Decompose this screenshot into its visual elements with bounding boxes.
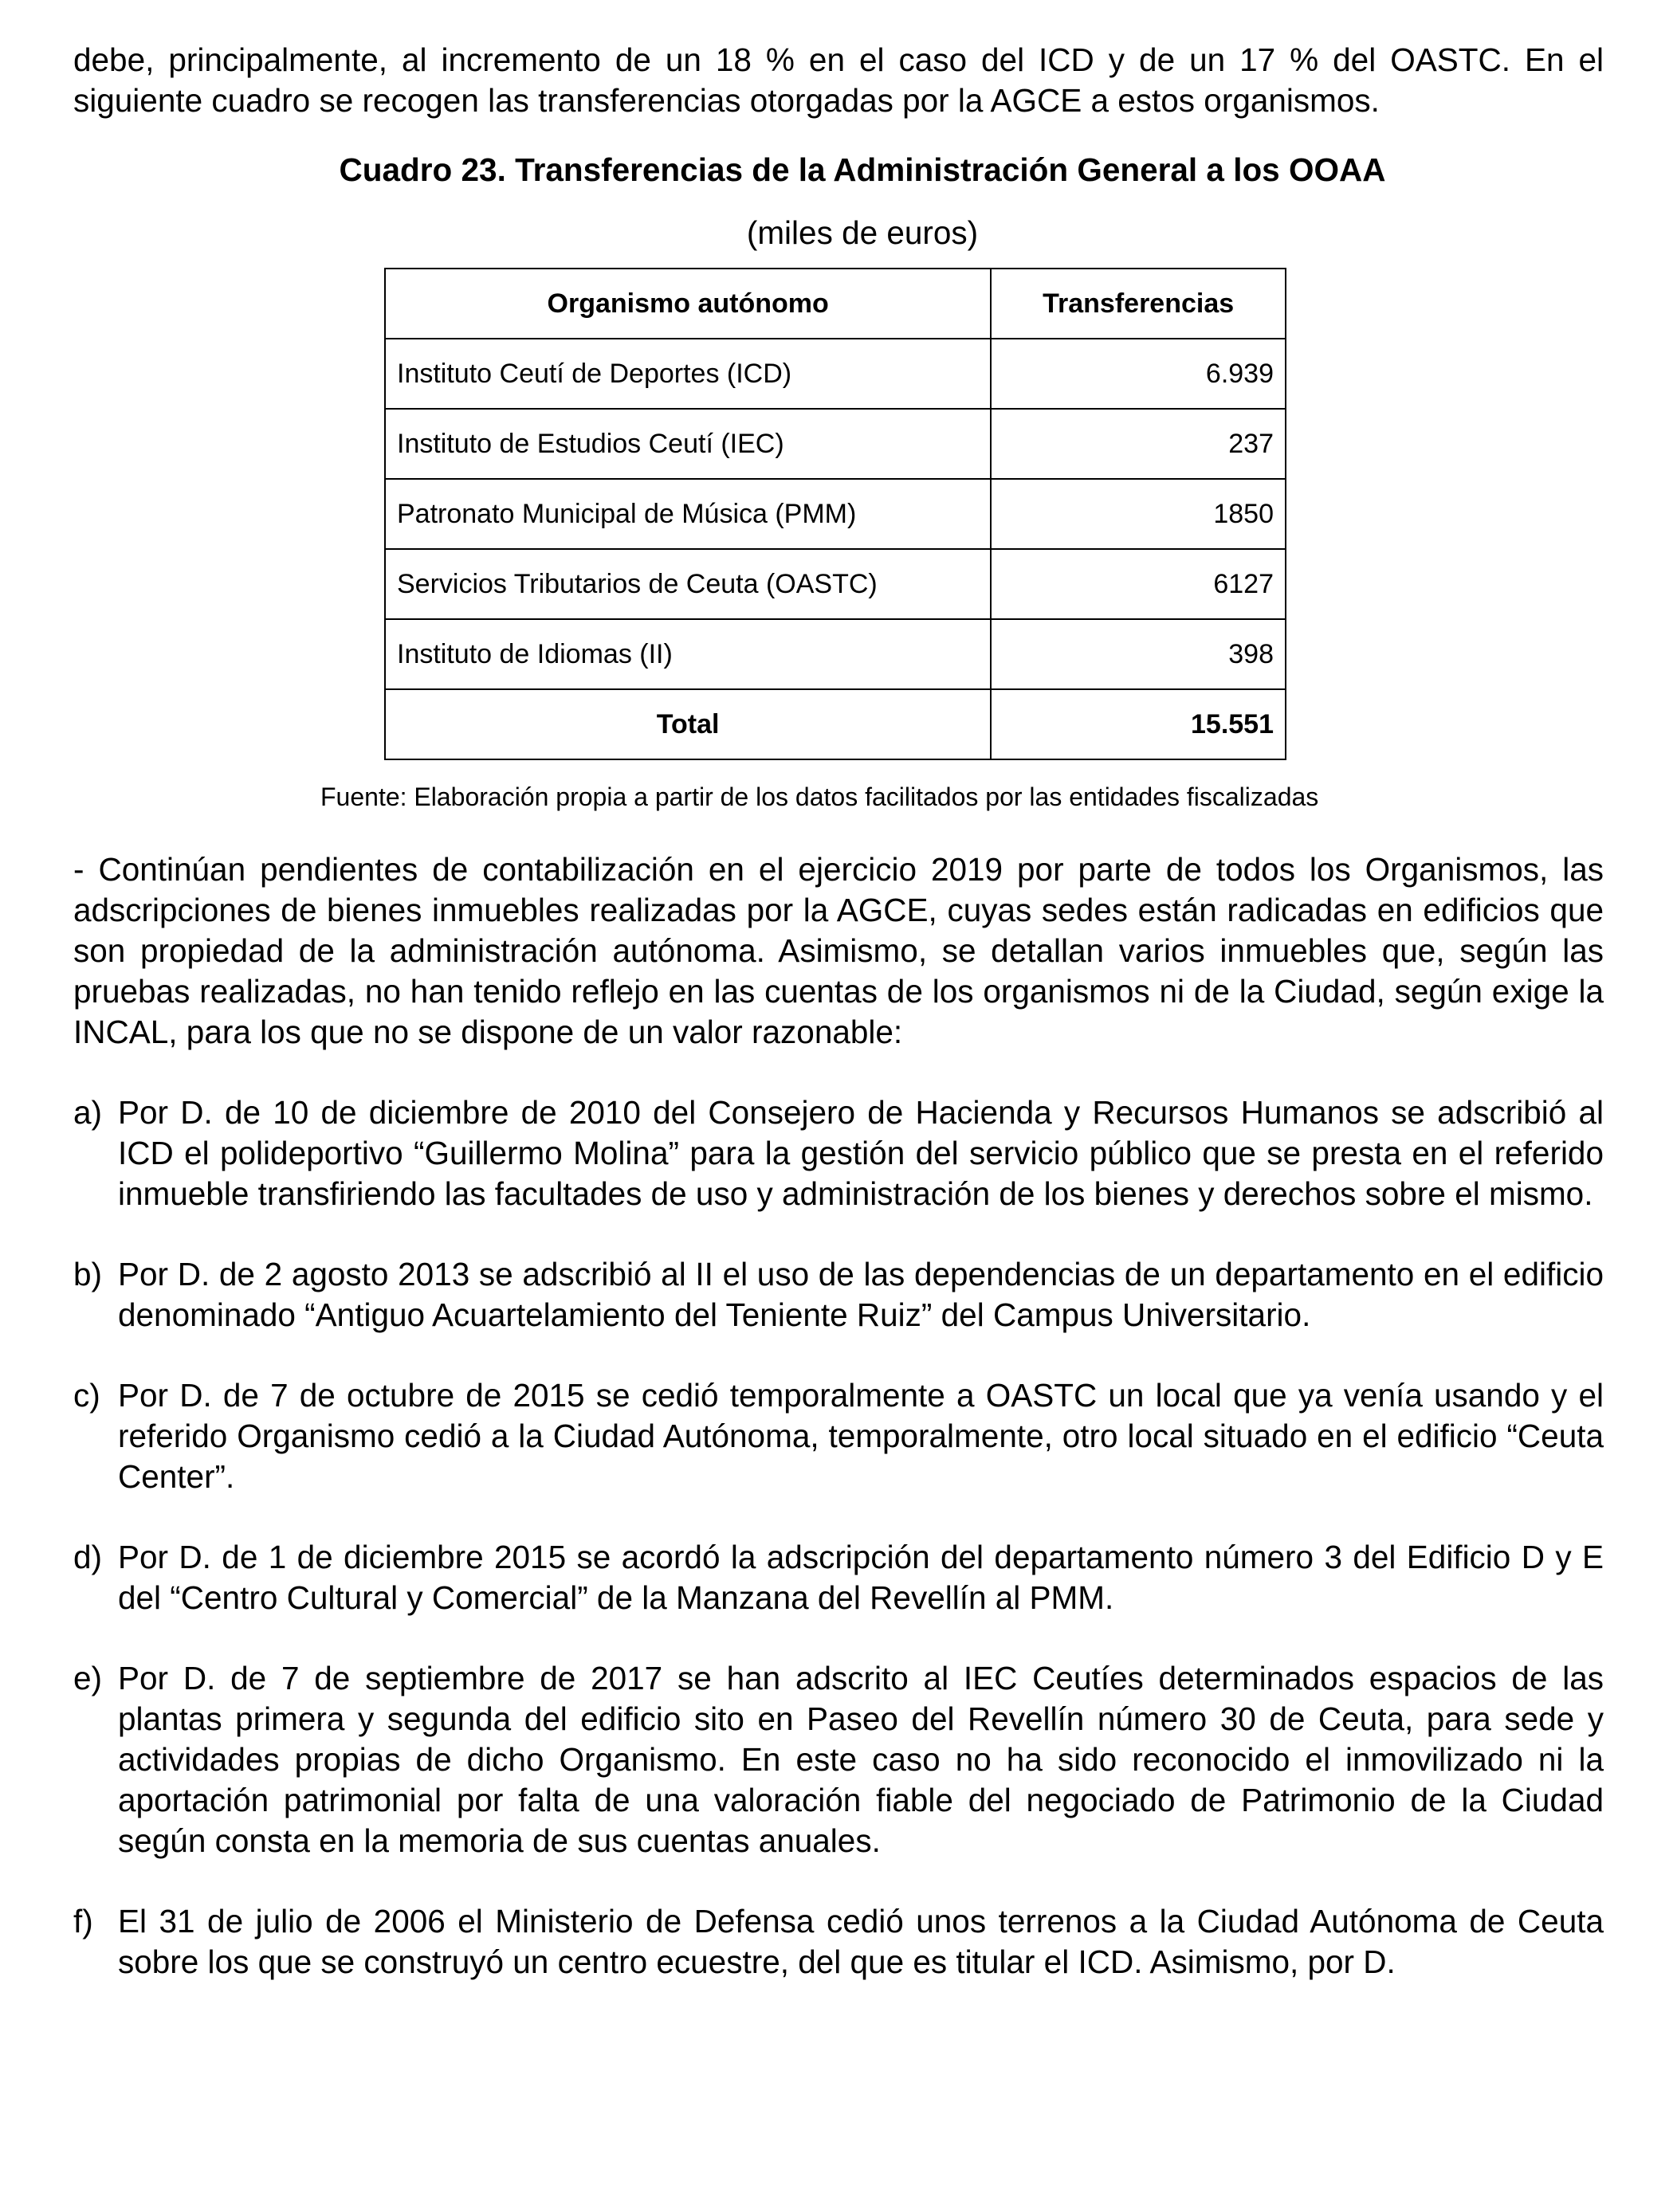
list-marker: f) bbox=[73, 1903, 93, 1939]
table-row bbox=[385, 339, 1286, 409]
row-valor: 6127 bbox=[991, 549, 1286, 619]
intro-paragraph: debe, principalmente, al incremento de un 18 % en el caso del ICD y de un 17 % del OASTC. En el siguiente cuadro se recogen las transferencias otorgadas por la AGCE a estos organismos. bbox=[73, 41, 1604, 119]
table-row bbox=[385, 549, 1286, 619]
list-marker: c) bbox=[73, 1377, 100, 1414]
header-organismo: Organismo autónomo bbox=[385, 269, 991, 339]
table-source: Fuente: Elaboración propia a partir de los datos facilitados por las entidades fiscalizadas bbox=[320, 782, 1319, 811]
table-row bbox=[385, 409, 1286, 479]
total-value: 15.551 bbox=[991, 689, 1286, 759]
table-header-row bbox=[385, 269, 1286, 339]
row-organismo: Instituto Ceutí de Deportes (ICD) bbox=[385, 339, 991, 409]
row-valor: 1850 bbox=[991, 479, 1286, 549]
row-organismo: Instituto de Estudios Ceutí (IEC) bbox=[385, 409, 991, 479]
list-text: Por D. de 1 de diciembre 2015 se acordó la adscripción del departamento número 3 del Edificio D y E del “Centro Cultural y Comercial” de la Manzana del Revellín al PMM. bbox=[118, 1539, 1604, 1616]
row-organismo: Instituto de Idiomas (II) bbox=[385, 619, 991, 689]
list-marker: e) bbox=[73, 1660, 103, 1696]
list-item bbox=[73, 1658, 1604, 1861]
row-valor: 6.939 bbox=[991, 339, 1286, 409]
list-text: Por D. de 10 de diciembre de 2010 del Consejero de Hacienda y Recursos Humanos se adscribió al ICD el polideportivo “Guillermo Molina” para la gestión del servicio público que se presta en el referido inmueble transfiriendo las facultades de uso y administración de los bienes y derechos sobre el mismo. bbox=[118, 1094, 1604, 1212]
table-row bbox=[385, 479, 1286, 549]
list-item bbox=[73, 1537, 1604, 1618]
table-total-row bbox=[385, 689, 1286, 759]
list-marker: d) bbox=[73, 1539, 103, 1575]
header-transferencias: Transferencias bbox=[991, 269, 1286, 339]
list-text: El 31 de julio de 2006 el Ministerio de Defensa cedió unos terrenos a la Ciudad Autónoma de Ceuta sobre los que se construyó un centro ecuestre, del que es titular el ICD. Asimismo, por D. bbox=[118, 1903, 1604, 1980]
total-label: Total bbox=[385, 689, 991, 759]
document-page bbox=[73, 40, 1604, 1983]
row-valor: 398 bbox=[991, 619, 1286, 689]
list-item bbox=[73, 1254, 1604, 1335]
list-marker: b) bbox=[73, 1256, 103, 1292]
table-title: Cuadro 23. Transferencias de la Administración General a los OOAA bbox=[339, 151, 1386, 188]
list-item bbox=[73, 1375, 1604, 1497]
row-organismo: Servicios Tributarios de Ceuta (OASTC) bbox=[385, 549, 991, 619]
table-row bbox=[385, 619, 1286, 689]
row-organismo: Patronato Municipal de Música (PMM) bbox=[385, 479, 991, 549]
transfers-table bbox=[384, 268, 1286, 760]
list-text: Por D. de 2 agosto 2013 se adscribió al II el uso de las dependencias de un departamento en el edificio denominado “Antiguo Acuartelamiento del Teniente Ruiz” del Campus Universitario. bbox=[118, 1256, 1604, 1333]
list-text: Por D. de 7 de octubre de 2015 se cedió temporalmente a OASTC un local que ya venía usando y el referido Organismo cedió a la Ciudad Autónoma, temporalmente, otro local situado en el edificio “Ceuta Center”. bbox=[118, 1377, 1604, 1495]
list-item bbox=[73, 1092, 1604, 1214]
table-unit: (miles de euros) bbox=[746, 214, 979, 251]
main-paragraph: - Continúan pendientes de contabilización en el ejercicio 2019 por parte de todos los Organismos, las adscripciones de bienes inmuebles realizadas por la AGCE, cuyas sedes están radicadas en edificios que son propiedad de la administración autónoma. Asimismo, se detallan varios inmuebles que, según las pruebas realizadas, no han tenido reflejo en las cuentas de los organismos ni de la Ciudad, según exige la INCAL, para los que no se dispone de un valor razonable: bbox=[73, 851, 1604, 1050]
list-item bbox=[73, 1901, 1604, 1983]
list-marker: a) bbox=[73, 1094, 103, 1131]
list-text: Por D. de 7 de septiembre de 2017 se han adscrito al IEC Ceutíes determinados espacios de las plantas primera y segunda del edificio sito en Paseo del Revellín número 30 de Ceuta, para sede y actividades propias de dicho Organismo. En este caso no ha sido reconocido el inmovilizado ni la aportación patrimonial por falta de una valoración fiable del negociado de Patrimonio de la Ciudad según consta en la memoria de sus cuentas anuales. bbox=[118, 1660, 1604, 1859]
row-valor: 237 bbox=[991, 409, 1286, 479]
